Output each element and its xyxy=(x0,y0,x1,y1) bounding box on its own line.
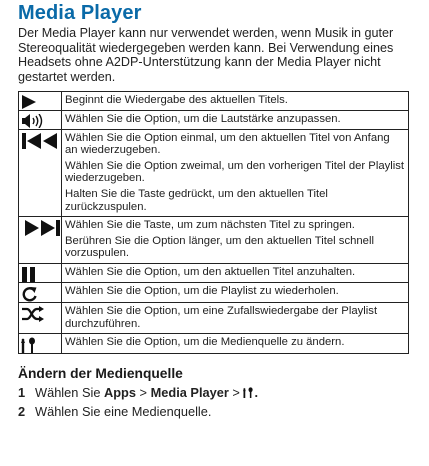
control-description: Wählen Sie die Option, um den aktuellen Titel anzuhalten. xyxy=(65,265,356,278)
controls-table xyxy=(18,91,409,354)
control-description: Berühren Sie die Option länger, um den aktuellen Titel schnell vorzuspulen. xyxy=(65,234,374,260)
next-track-icon xyxy=(21,220,61,236)
section-heading: Ändern der Medienquelle xyxy=(18,366,183,382)
control-description: Wählen Sie die Option, um die Lautstärke anzupassen. xyxy=(65,112,341,125)
control-description: Wählen Sie die Option zweimal, um den vorherigen Titel der Playlist wiederzugeben. xyxy=(65,159,405,185)
table-row xyxy=(19,282,409,302)
list-item xyxy=(18,403,420,422)
repeat-icon xyxy=(21,286,39,302)
control-description: Halten Sie die Taste gedrückt, um den aktuellen Titel zurückzuspulen. xyxy=(65,187,328,213)
play-icon xyxy=(21,95,37,109)
volume-icon xyxy=(21,114,45,128)
separator: > xyxy=(228,385,244,401)
table-row xyxy=(19,129,409,217)
step-text: Wählen Sie eine Medienquelle. xyxy=(35,403,212,419)
table-row xyxy=(19,263,409,282)
control-description: Wählen Sie die Option einmal, um den aktuellen Titel von Anfang an wiederzugeben. xyxy=(65,131,390,157)
step-text xyxy=(35,384,258,403)
step-number: 2 xyxy=(18,403,26,419)
steps-list xyxy=(18,384,420,421)
list-item xyxy=(18,384,420,403)
previous-track-icon xyxy=(21,133,61,149)
control-description: Wählen Sie die Taste, um zum nächsten Titel zu springen. xyxy=(65,219,355,232)
table-row xyxy=(19,92,409,111)
period: . xyxy=(254,385,258,401)
shuffle-icon xyxy=(21,306,45,322)
control-description: Beginnt die Wiedergabe des aktuellen Titels. xyxy=(65,94,288,107)
media-source-icon xyxy=(21,337,37,353)
table-row xyxy=(19,302,409,333)
media-source-icon xyxy=(243,387,254,398)
table-row xyxy=(19,217,409,264)
table-row xyxy=(19,110,409,129)
step-number: 1 xyxy=(18,385,26,401)
control-description: Wählen Sie die Option, um eine Zufallswiedergabe der Playlist durchzuführen. xyxy=(65,304,378,330)
apps-label: Apps xyxy=(104,385,136,401)
table-row xyxy=(19,334,409,354)
page-title: Media Player xyxy=(18,2,142,24)
intro-paragraph: Der Media Player kann nur verwendet werden, wenn Musik in guter Stereoqualität wiedergegeben werden kann. Bei Verwendung eines Headsets ohne A2DP-Unterstützung kann der Media Player nicht gestartet werden. xyxy=(18,26,394,84)
step-prefix: Wählen Sie xyxy=(35,385,104,401)
media-player-label: Media Player xyxy=(150,385,229,401)
control-description: Wählen Sie die Option, um die Playlist zu wiederholen. xyxy=(65,284,339,297)
control-description: Wählen Sie die Option, um die Medienquelle zu ändern. xyxy=(65,336,345,349)
pause-icon xyxy=(21,267,37,282)
page xyxy=(18,0,420,421)
separator: > xyxy=(136,385,151,401)
